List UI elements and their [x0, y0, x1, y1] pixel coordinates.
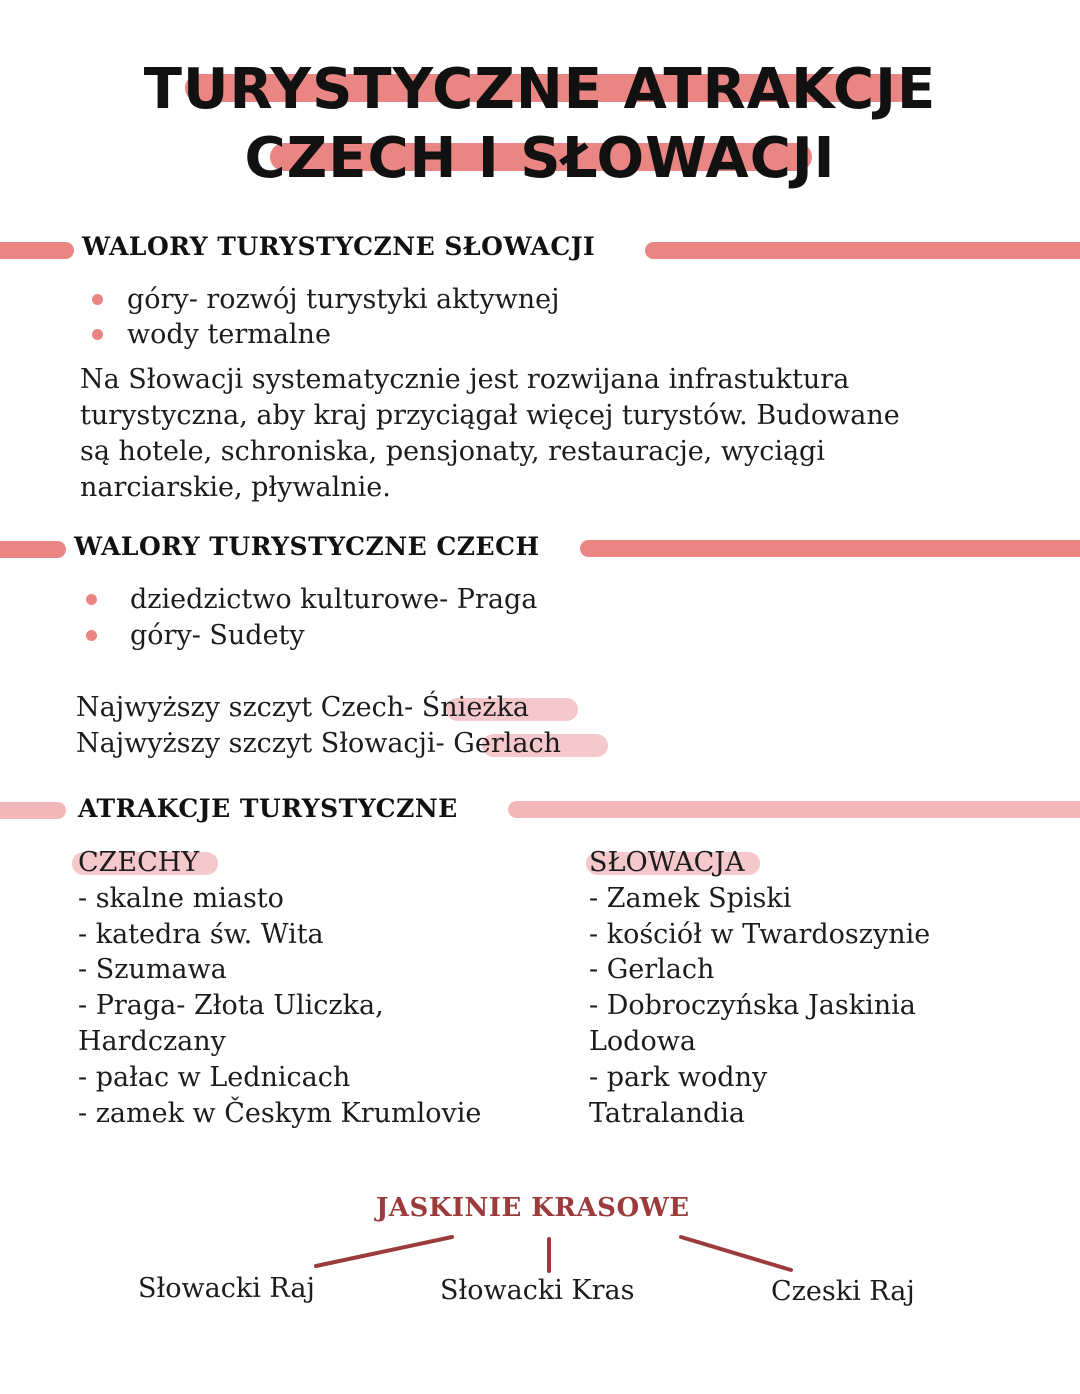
czechy-column	[78, 845, 481, 1131]
list-item: Lodowa	[589, 1025, 696, 1057]
connector-line	[681, 1237, 791, 1270]
list-item: - Dobroczyńska Jaskinia	[589, 990, 916, 1022]
paragraph-line: Na Słowacji systematycznie jest rozwijana infrastuktura	[80, 364, 850, 395]
bullet-icon	[86, 630, 97, 641]
peak-slovakia-value: Gerlach	[453, 728, 561, 759]
list-item: Hardczany	[78, 1025, 226, 1057]
peak-czech	[76, 690, 529, 726]
list-item: dziedzictwo kulturowe- Praga	[130, 584, 538, 615]
peak-slovakia	[76, 726, 561, 762]
page-title-line-2: CZECH I SŁOWACJI	[244, 126, 836, 191]
page-title-line-1: TURYSTYCZNE ATRAKCJE	[143, 57, 937, 122]
slowacja-title: SŁOWACJA	[589, 847, 745, 878]
list-item: - park wodny	[589, 1061, 768, 1093]
paragraph-line: narciarskie, pływalnie.	[80, 472, 391, 503]
list-item: - zamek w Českym Krumlovie	[78, 1097, 482, 1129]
czech-values-heading: WALORY TURYSTYCZNE CZECH	[74, 532, 540, 561]
list-item: - pałac w Lednicach	[78, 1061, 351, 1093]
slovakia-values-heading: WALORY TURYSTYCZNE SŁOWACJI	[82, 232, 596, 261]
list-item: - skalne miasto	[78, 882, 284, 914]
slowacja-column	[589, 845, 930, 1131]
section-bar-right	[508, 801, 1080, 818]
list-item: Tatralandia	[589, 1097, 746, 1129]
section-bar-right	[580, 540, 1080, 557]
caves-heading: JASKINIE KRASOWE	[376, 1193, 690, 1223]
connector-line	[316, 1237, 452, 1266]
list-item: - Praga- Złota Uliczka,	[78, 990, 384, 1022]
peak-czech-value: Śnieżka	[421, 692, 529, 723]
section-bar-left	[0, 242, 74, 259]
paragraph-line: turystyczna, aby kraj przyciągał więcej turystów. Budowane	[80, 400, 900, 431]
attractions-heading: ATRAKCJE TURYSTYCZNE	[78, 794, 458, 823]
list-item: góry- rozwój turystyki aktywnej	[127, 284, 560, 315]
list-item: - Gerlach	[589, 954, 715, 986]
bullet-icon	[92, 329, 103, 340]
list-item: wody termalne	[127, 319, 331, 350]
cave-item: Słowacki Raj	[138, 1273, 315, 1304]
bullet-icon	[86, 594, 97, 605]
list-item: - Szumawa	[78, 954, 227, 986]
cave-item: Czeski Raj	[771, 1276, 915, 1307]
list-item: góry- Sudety	[130, 620, 305, 651]
czechy-title: CZECHY	[78, 847, 200, 878]
section-bar-right	[645, 242, 1080, 259]
list-item: - Zamek Spiski	[589, 882, 792, 914]
peak-czech-label: Najwyższy szczyt Czech-	[76, 692, 422, 723]
cave-item: Słowacki Kras	[440, 1275, 635, 1306]
peak-slovakia-label: Najwyższy szczyt Słowacji-	[76, 728, 454, 759]
list-item: - kościół w Twardoszynie	[589, 918, 931, 950]
section-bar-left	[0, 802, 66, 819]
section-bar-left	[0, 541, 66, 558]
paragraph-line: są hotele, schroniska, pensjonaty, restauracje, wyciągi	[80, 436, 825, 467]
bullet-icon	[92, 294, 103, 305]
list-item: - katedra św. Wita	[78, 918, 324, 950]
